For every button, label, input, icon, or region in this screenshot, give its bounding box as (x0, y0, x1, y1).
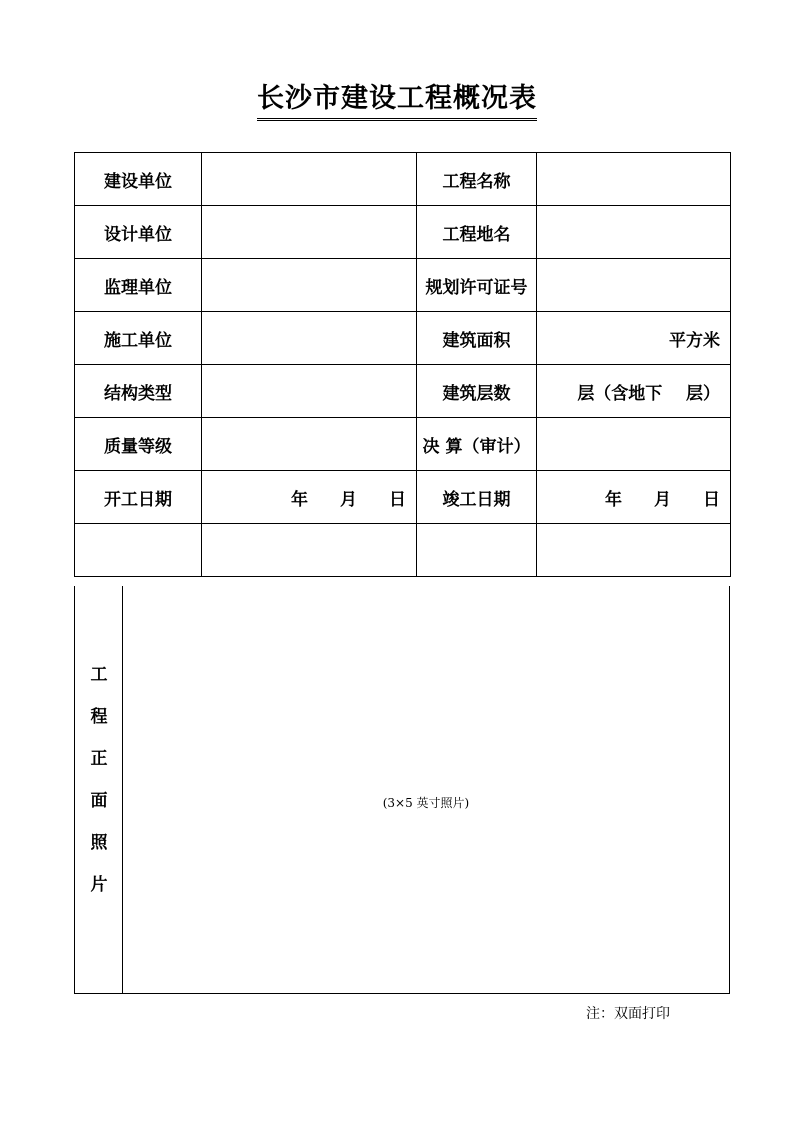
table-row (75, 312, 731, 365)
label-project-location: 工程地名 (417, 206, 537, 259)
photo-size-hint: (3×5 英寸照片) (382, 796, 470, 810)
label-contractor-unit: 施工单位 (75, 312, 202, 365)
end-month-unit: 月 (654, 489, 671, 510)
project-location-field[interactable] (537, 206, 731, 259)
photo-label-char: 片 (90, 875, 108, 895)
construction-unit-field[interactable] (202, 153, 417, 206)
label-quality-grade: 质量等级 (75, 418, 202, 471)
label-start-date: 开工日期 (75, 471, 202, 524)
photo-side-label (75, 586, 123, 993)
document-title: 长沙市建设工程概况表 (257, 82, 537, 121)
table-row (75, 365, 731, 418)
blank-field-1[interactable] (202, 524, 417, 577)
blank-label-2[interactable] (417, 524, 537, 577)
start-day-unit: 日 (389, 489, 406, 510)
label-design-unit: 设计单位 (75, 206, 202, 259)
supervision-unit-field[interactable] (202, 259, 417, 312)
blank-label-1[interactable] (75, 524, 202, 577)
photo-label-char: 正 (90, 749, 108, 769)
final-account-field[interactable] (537, 418, 731, 471)
label-project-name: 工程名称 (417, 153, 537, 206)
design-unit-field[interactable] (202, 206, 417, 259)
photo-label-char: 面 (90, 791, 108, 811)
photo-section (74, 586, 730, 994)
label-completion-date: 竣工日期 (417, 471, 537, 524)
photo-side-label-chars (75, 654, 123, 906)
photo-label-char: 工 (90, 665, 108, 685)
contractor-unit-field[interactable] (202, 312, 417, 365)
info-table (74, 152, 731, 577)
label-planning-permit-no: 规划许可证号 (417, 259, 537, 312)
completion-date-field[interactable] (537, 471, 731, 524)
end-year-unit: 年 (605, 489, 622, 510)
label-construction-unit: 建设单位 (75, 153, 202, 206)
quality-grade-field[interactable] (202, 418, 417, 471)
photo-label-char: 照 (90, 833, 108, 853)
table-row (75, 153, 731, 206)
photo-label-char: 程 (90, 707, 108, 727)
table-row (75, 206, 731, 259)
table-row (75, 259, 731, 312)
label-supervision-unit: 监理单位 (75, 259, 202, 312)
end-day-unit: 日 (703, 489, 720, 510)
start-month-unit: 月 (340, 489, 357, 510)
label-floor-count: 建筑层数 (417, 365, 537, 418)
floor-count-field[interactable]: 层（含地下 层） (537, 365, 731, 418)
print-note: 注：双面打印 (586, 1006, 670, 1022)
label-building-area: 建筑面积 (417, 312, 537, 365)
table-row (75, 524, 731, 577)
building-area-field[interactable]: 平方米 (537, 312, 731, 365)
label-structure-type: 结构类型 (75, 365, 202, 418)
table-row (75, 471, 731, 524)
blank-field-2[interactable] (537, 524, 731, 577)
document-title-wrap (0, 82, 794, 121)
planning-permit-no-field[interactable] (537, 259, 731, 312)
table-row (75, 418, 731, 471)
start-date-field[interactable] (202, 471, 417, 524)
start-year-unit: 年 (291, 489, 308, 510)
project-name-field[interactable] (537, 153, 731, 206)
label-final-account: 决 算（审计） (417, 418, 537, 471)
structure-type-field[interactable] (202, 365, 417, 418)
